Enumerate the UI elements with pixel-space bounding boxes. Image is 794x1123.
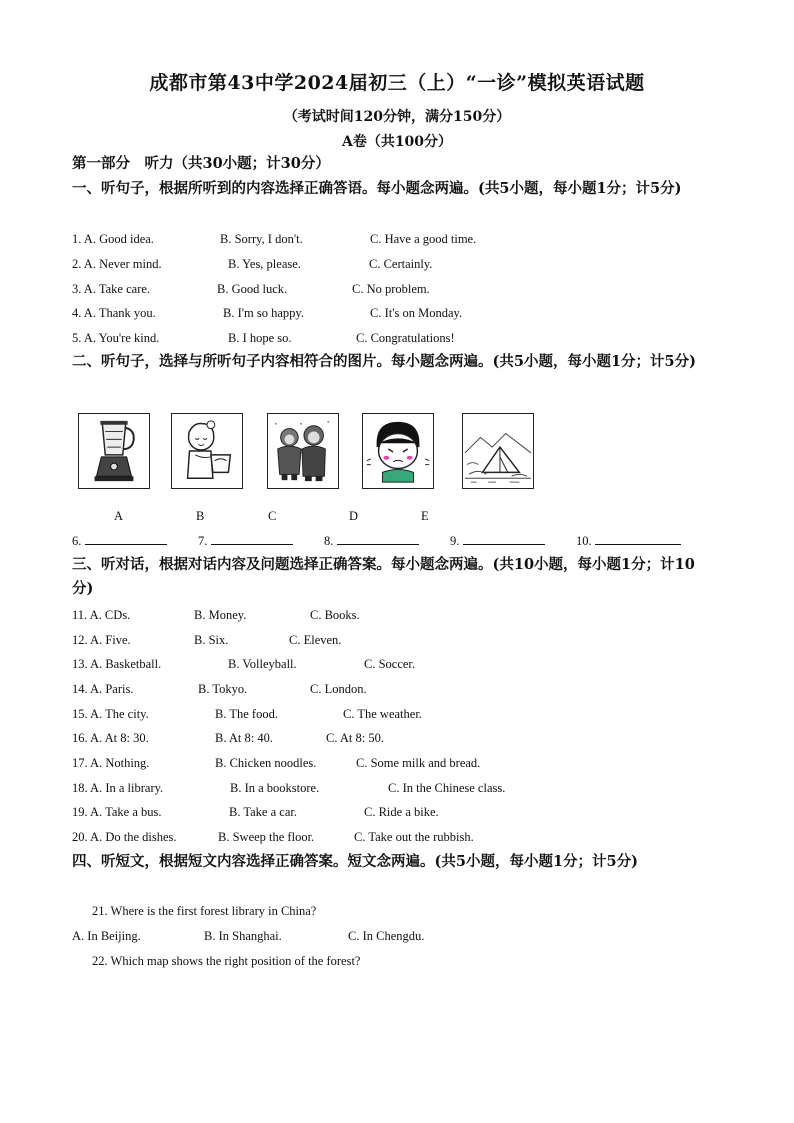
- part-heading: 第一部分 听力（共30小题；计30分）: [72, 155, 330, 172]
- option-b: B. Good luck.: [217, 282, 288, 296]
- picture-label-e: E: [421, 509, 429, 523]
- answer-blank-6[interactable]: 6.: [72, 532, 167, 549]
- picture-label-c: C: [268, 509, 277, 523]
- snow-children-icon: [267, 413, 339, 489]
- answer-blank-7[interactable]: 7.: [198, 532, 293, 549]
- option-a: 15. A. The city.: [72, 707, 149, 721]
- answer-blank-10[interactable]: 10.: [576, 532, 681, 549]
- option-a: 5. A. You're kind.: [72, 331, 160, 345]
- option-c: C. Congratulations!: [356, 331, 455, 345]
- section-1-heading: 一、听句子，根据所听到的内容选择正确答语。每小题念两遍。(共5小题，每小题1分；计5分): [72, 180, 682, 197]
- picture-label-a: A: [114, 509, 124, 523]
- option-b: B. Sweep the floor.: [218, 830, 315, 844]
- exam-duration-note: （考试时间120分钟，满分150分）: [283, 109, 511, 125]
- option-b: B. Take a car.: [229, 805, 297, 819]
- option-b: B. Six.: [194, 633, 229, 647]
- option-c: C. At 8: 50.: [326, 731, 384, 745]
- option-a: 20. A. Do the dishes.: [72, 830, 177, 844]
- option-b: B. I'm so happy.: [223, 306, 304, 320]
- option-c: C. The weather.: [343, 707, 422, 721]
- option-a: A. In Beijing.: [72, 929, 141, 943]
- option-c: C. Have a good time.: [370, 232, 477, 246]
- option-c: C. Eleven.: [289, 633, 342, 647]
- section-2-heading: 二、听句子，选择与所听句子内容相符合的图片。每小题念两遍。(共5小题，每小题1分；计5分): [72, 353, 696, 370]
- option-a: 1. A. Good idea.: [72, 232, 154, 246]
- option-c: C. It's on Monday.: [370, 306, 463, 320]
- answer-blank-8[interactable]: 8.: [324, 532, 419, 549]
- option-b: B. Sorry, I don't.: [220, 232, 303, 246]
- section-4-heading: 四、听短文，根据短文内容选择正确答案。短文念两遍。(共5小题，每小题1分；计5分): [72, 853, 638, 870]
- option-c: C. In Chengdu.: [348, 929, 425, 943]
- option-a: 4. A. Thank you.: [72, 306, 156, 320]
- option-b: B. Yes, please.: [228, 257, 301, 271]
- option-a: 13. A. Basketball.: [72, 657, 162, 671]
- cold-boy-icon: [362, 413, 434, 489]
- option-a: 18. A. In a library.: [72, 781, 164, 795]
- option-c: C. London.: [310, 682, 367, 696]
- option-b: B. Chicken noodles.: [215, 756, 317, 770]
- option-b: B. In a bookstore.: [230, 781, 320, 795]
- option-a: 12. A. Five.: [72, 633, 131, 647]
- option-b: B. Money.: [194, 608, 247, 622]
- option-a: 16. A. At 8: 30.: [72, 731, 149, 745]
- section-3-heading: 三、听对话，根据对话内容及问题选择正确答案。每小题念两遍。(共10小题，每小题1分；计10分): [72, 556, 695, 597]
- question-text: 21. Where is the first forest library in China?: [92, 904, 317, 918]
- option-a: 3. A. Take care.: [72, 282, 151, 296]
- option-a: 11. A. CDs.: [72, 608, 131, 622]
- option-c: C. Soccer.: [364, 657, 416, 671]
- camping-tent-icon: [462, 413, 534, 489]
- question-text: 22. Which map shows the right position of the forest?: [92, 954, 361, 968]
- option-b: B. Tokyo.: [198, 682, 248, 696]
- option-c: C. Certainly.: [369, 257, 433, 271]
- option-c: C. No problem.: [352, 282, 430, 296]
- picture-label-d: D: [349, 509, 359, 523]
- option-c: C. Ride a bike.: [364, 805, 439, 819]
- option-a: 19. A. Take a bus.: [72, 805, 162, 819]
- option-c: C. In the Chinese class.: [388, 781, 506, 795]
- volume-heading: A卷（共100分）: [341, 134, 453, 150]
- option-a: 17. A. Nothing.: [72, 756, 150, 770]
- option-a: 2. A. Never mind.: [72, 257, 162, 271]
- option-b: B. In Shanghai.: [204, 929, 282, 943]
- answer-blank-9[interactable]: 9.: [450, 532, 545, 549]
- option-c: C. Take out the rubbish.: [354, 830, 474, 844]
- picture-label-b: B: [196, 509, 205, 523]
- page-title: 成都市第43中学2024届初三（上）“一诊”模拟英语试题: [149, 72, 645, 94]
- option-b: B. The food.: [215, 707, 278, 721]
- blender-icon: [78, 413, 150, 489]
- cooking-child-icon: [171, 413, 243, 489]
- option-b: B. I hope so.: [228, 331, 292, 345]
- option-c: C. Books.: [310, 608, 360, 622]
- option-b: B. At 8: 40.: [215, 731, 273, 745]
- option-c: C. Some milk and bread.: [356, 756, 481, 770]
- option-b: B. Volleyball.: [228, 657, 297, 671]
- option-a: 14. A. Paris.: [72, 682, 134, 696]
